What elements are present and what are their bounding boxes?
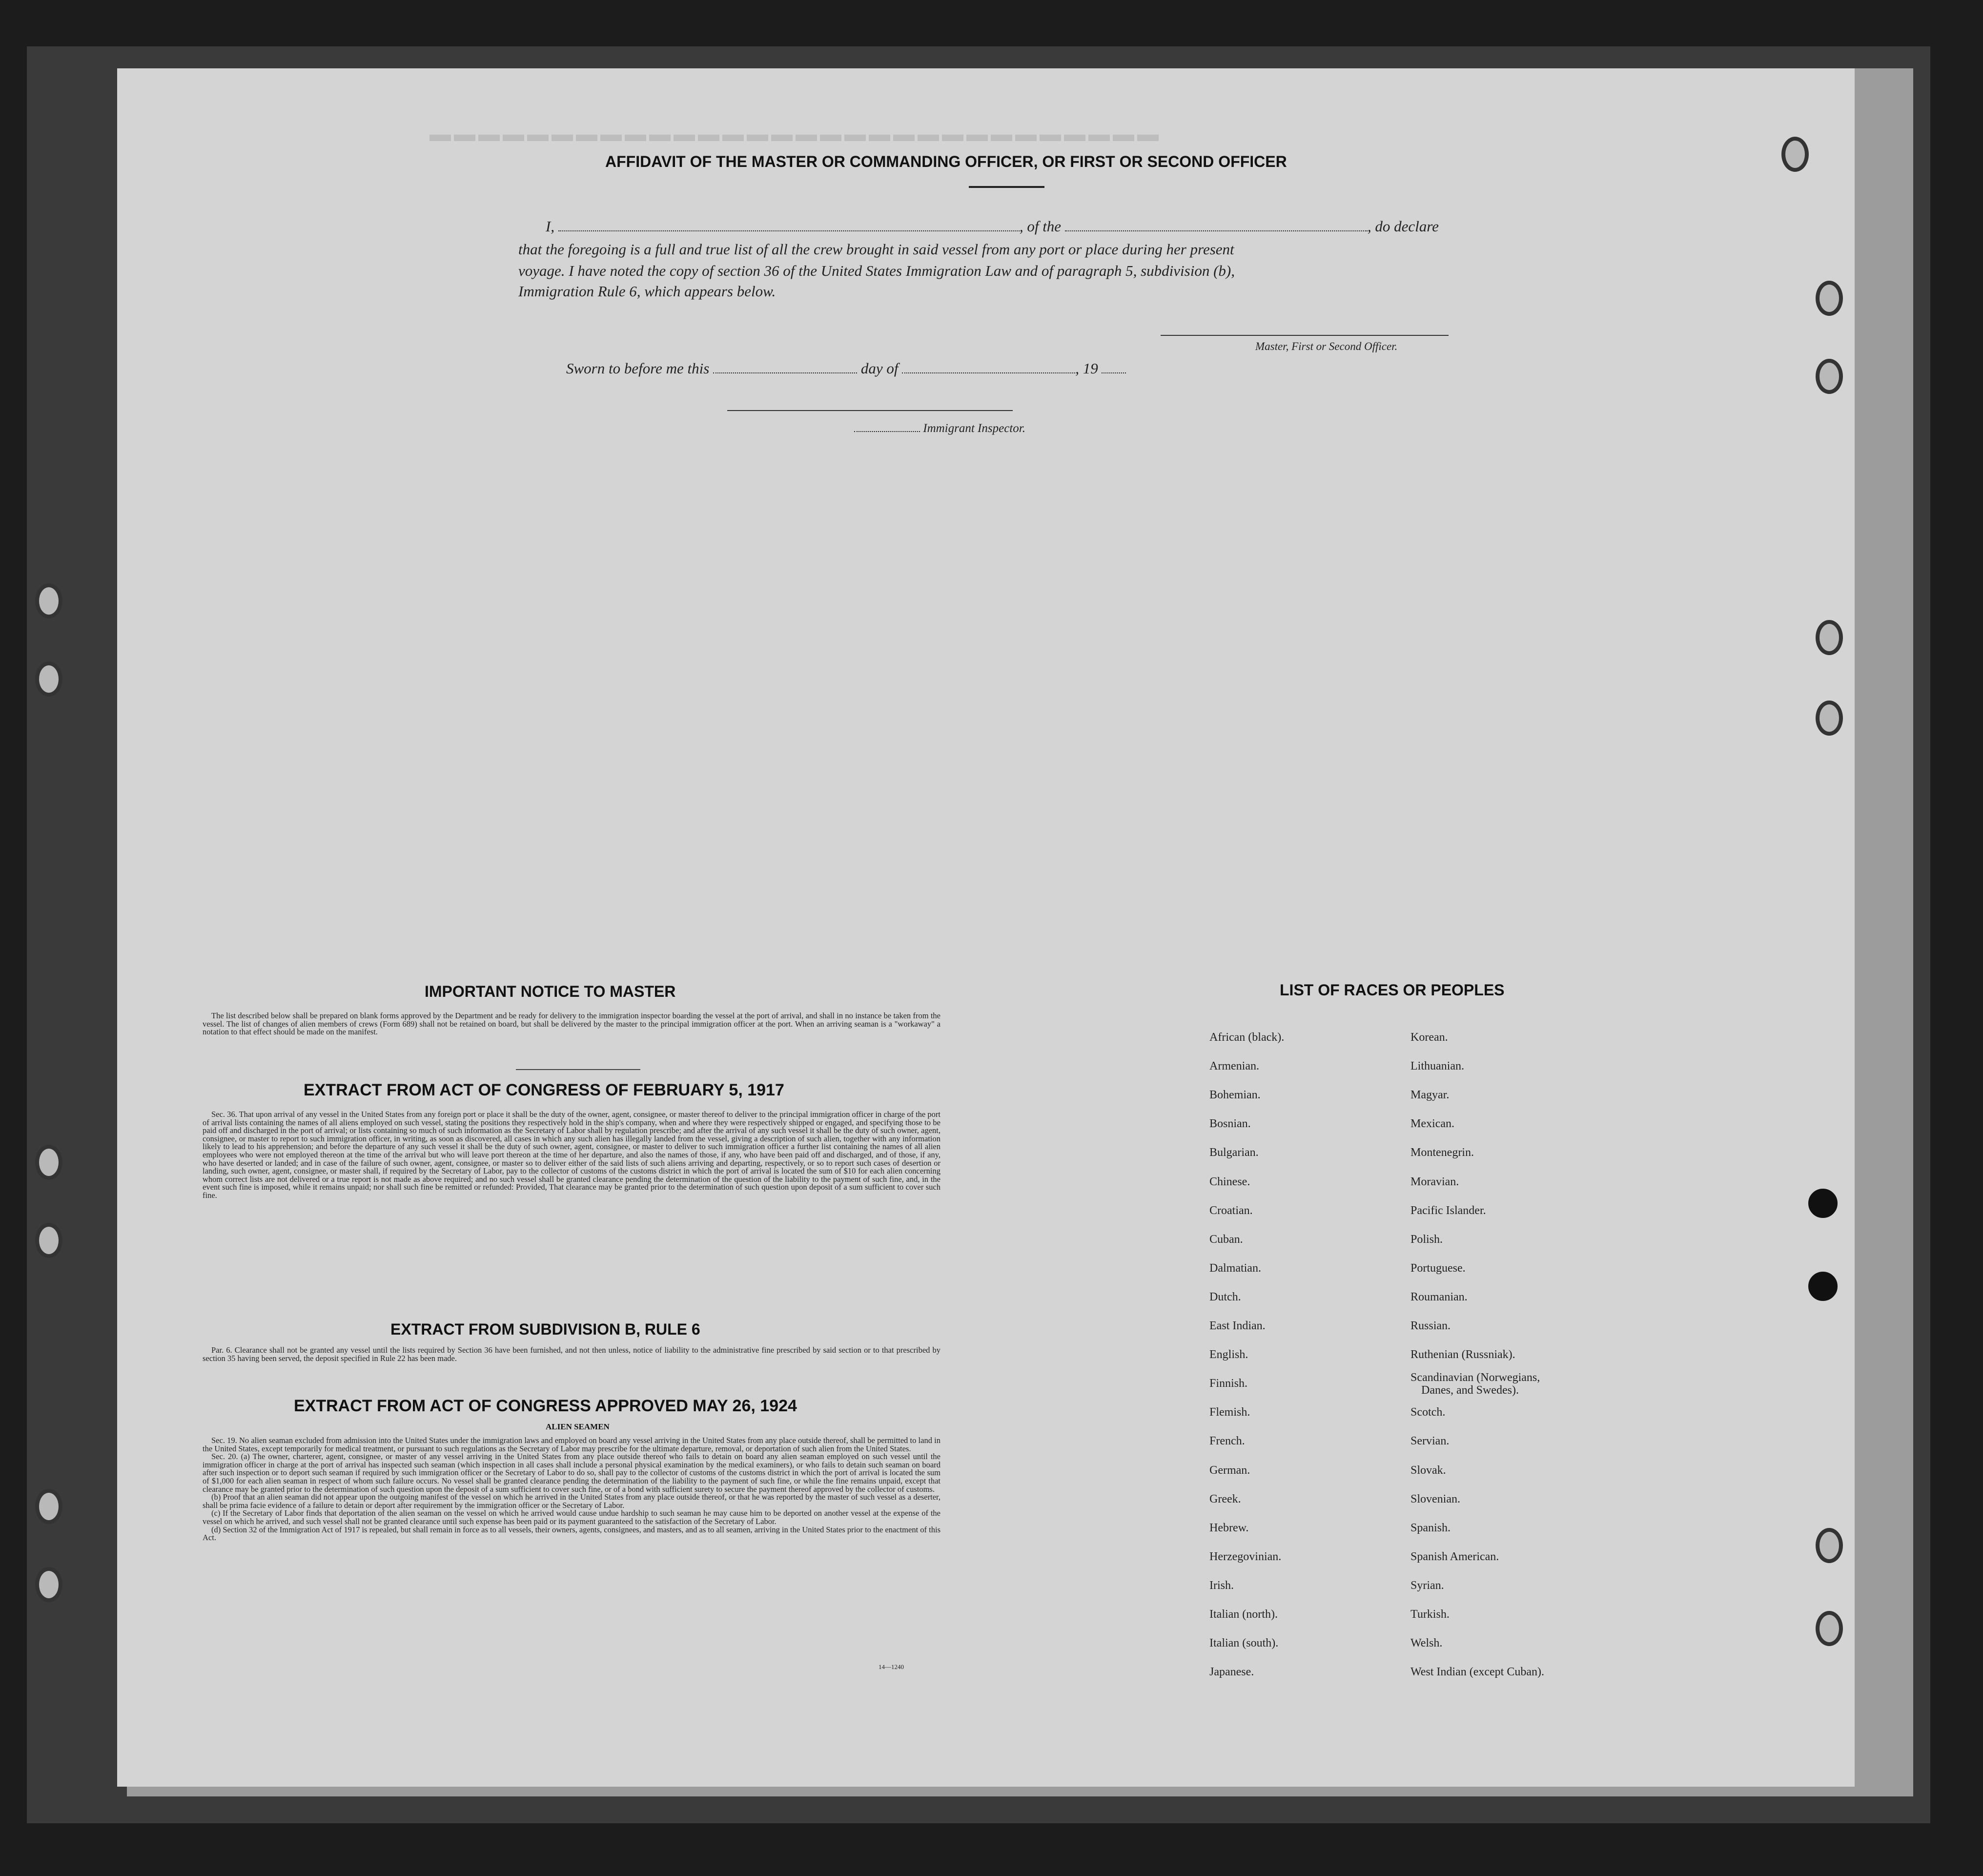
rule-6-title: EXTRACT FROM SUBDIVISION B, RULE 6 [390, 1320, 700, 1338]
binder-hole-icon [1816, 620, 1843, 655]
binder-hole-icon [1808, 1189, 1838, 1218]
race-item: Chinese. [1209, 1175, 1250, 1188]
race-item: Scotch. [1411, 1406, 1446, 1419]
race-item: Dalmatian. [1209, 1262, 1261, 1275]
race-item: Montenegrin. [1411, 1146, 1474, 1159]
race-item: Welsh. [1411, 1637, 1443, 1649]
race-item: Flemish. [1209, 1406, 1250, 1419]
notice-text [203, 1012, 940, 1036]
sec-19-paragraph: Sec. 19. No alien seaman excluded from admission into the United States under the immigration laws and employed on board any vessel arriving in the United States from any place outside thereof, shall be permitted to land in the United States, except temporarily for medical treatment, or pursuant to such regulations as the Secretary of Labor may prescribe for the ultimate departure, removal, or deportation of such alien from the United States. [203, 1436, 940, 1453]
races-title: LIST OF RACES OR PEOPLES [1280, 981, 1505, 999]
sec-20b-paragraph: (b) Proof that an alien seaman did not appear upon the outgoing manifest of the vessel on which he arrived in the United States from any place outside thereof, or that he was reported by the master of such vessel as a deserter, shall be prima facie evidence of a failure to detain or deport after requirement by the immigration officer or the Secretary of Labor. [203, 1492, 940, 1510]
race-item: Servian. [1411, 1435, 1450, 1447]
binder-hole-icon [1816, 359, 1843, 394]
affidavit-declare: , do declare [1367, 218, 1439, 235]
race-item: Russian. [1411, 1319, 1451, 1332]
sworn-label: Sworn to before me this [566, 360, 710, 377]
sec-20c-paragraph: (c) If the Secretary of Labor finds that deportation of the alien seaman on the vessel on which he arrived would cause undue hardship to such seaman he may cause him to be deported on another vessel at the expense of the vessel on which he arrived, and such vessel shall not be granted clearance until such expense has been paid or its payment guaranteed to the satisfaction of the Secretary of Labor. [203, 1508, 940, 1526]
extract-1917-text [203, 1111, 940, 1200]
race-item: Slovenian. [1411, 1493, 1460, 1505]
race-item: African (black). [1209, 1031, 1285, 1044]
race-item: Danes, and Swedes). [1421, 1384, 1519, 1397]
affidavit-line-1 [546, 218, 1439, 235]
sec-36-paragraph: Sec. 36. That upon arrival of any vessel in the United States from any foreign port or place it shall be the duty of the owner, agent, consignee, or master thereof to deliver to the principal immigration officer in charge of the port of arrival lists containing the names of all aliens employed on such vessel, stating the positions they respectively hold in the ship's company, when and where they were respectively shipped or engaged, and specifying those to be paid off and discharged in the port of arrival; or lists containing so much of such information as the Secretary of Labor shall by regulation prescribe; and after the arrival of any such vessel it shall be the duty of such owner, agent, consignee, or master to report to such immigration officer, in writing, as soon as discovered, all cases in which any such alien has illegally landed from the vessel, giving a description of such alien, together with any information likely to lead to his apprehension; and before the departure of any such vessel it shall be the duty of such owner, agent, consignee, or master to deliver to such immigration officer a further list containing the names of all alien employees who were not employed thereon at the time of the arrival but who will leave port thereon at the time of her departure, and also the names of those, if any, who have been paid off and discharged, and of those, if any, who have deserted or landed; and in case of the failure of such owner, agent, consignee, or master so to deliver either of the said lists of such aliens arriving and departing, respectively, or so to report such cases of desertion or landing, such owner, agent, consignee, or master shall, if required by the Secretary of Labor, pay to the collector of customs of the customs district in which the port of arrival is located the sum of $10 for each alien concerning whom correct lists are not delivered or a true report is not made as above required; and no such vessel shall be granted clearance pending the determination of the question of the liability to the payment of such fine, and, in the event such fine is imposed, while it remains unpaid; nor shall such fine be remitted or refunded: Provided, That clearance may be granted prior to the determination of such question upon deposit of a sum sufficient to cover such fine. [203, 1110, 940, 1200]
race-item: Bohemian. [1209, 1089, 1261, 1101]
race-item: Hebrew. [1209, 1522, 1249, 1534]
binder-hole-icon [35, 583, 62, 618]
sec-20d-paragraph: (d) Section 32 of the Immigration Act of 1917 is repealed, but shall remain in force as to all vessels, their owners, agents, consignees, and masters, and as to all seamen, arriving in the United States prior to the enactment of this Act. [203, 1525, 940, 1543]
race-item: English. [1209, 1348, 1248, 1361]
inspector-text: Immigrant Inspector. [923, 422, 1025, 435]
race-item: Lithuanian. [1411, 1060, 1464, 1072]
binder-hole-icon [35, 661, 62, 697]
master-signature-line[interactable] [1161, 335, 1449, 336]
form-number: 14—1240 [879, 1663, 904, 1670]
race-item: French. [1209, 1435, 1245, 1447]
binder-hole-icon [1808, 1272, 1838, 1301]
race-item: Spanish. [1411, 1522, 1451, 1534]
race-item: Italian (north). [1209, 1608, 1278, 1621]
vessel-field[interactable] [1065, 230, 1368, 231]
section-divider [516, 1069, 640, 1070]
binder-hole-icon [1816, 1528, 1843, 1563]
notice-title: IMPORTANT NOTICE TO MASTER [425, 983, 676, 1000]
race-item: Croatian. [1209, 1204, 1253, 1217]
rule-6-text [203, 1346, 940, 1362]
alien-seamen-subtitle: ALIEN SEAMEN [546, 1422, 610, 1431]
race-item: Dutch. [1209, 1291, 1241, 1303]
name-field[interactable] [558, 230, 1020, 231]
race-item: West Indian (except Cuban). [1411, 1666, 1544, 1678]
affidavit-line-4: Immigration Rule 6, which appears below. [518, 283, 776, 300]
master-signature-label: Master, First or Second Officer. [1255, 340, 1398, 352]
affidavit-i: I, [546, 218, 555, 235]
race-item: Scandinavian (Norwegians, [1411, 1371, 1540, 1384]
race-item: Roumanian. [1411, 1291, 1468, 1303]
binder-hole-icon [35, 1145, 62, 1180]
binder-hole-icon [35, 1489, 62, 1524]
race-item: Spanish American. [1411, 1550, 1499, 1563]
binder-hole-icon [35, 1567, 62, 1602]
race-item: Japanese. [1209, 1666, 1254, 1678]
affidavit-line-3: voyage. I have noted the copy of section 36 of the United States Immigration Law and of paragraph 5, subdivision (b), [518, 262, 1235, 279]
affidavit-of-the: , of the [1019, 218, 1062, 235]
race-item: Portuguese. [1411, 1262, 1466, 1275]
binder-hole-icon [35, 1223, 62, 1258]
race-item: Armenian. [1209, 1060, 1259, 1072]
sworn-month-field[interactable] [902, 372, 1075, 373]
race-item: Magyar. [1411, 1089, 1450, 1101]
sworn-line [566, 360, 1126, 377]
affidavit-title: AFFIDAVIT OF THE MASTER OR COMMANDING OFFICER, OR FIRST OR SECOND OFFICER [605, 153, 1287, 170]
binder-hole-icon [1816, 281, 1843, 316]
race-item: Greek. [1209, 1493, 1241, 1505]
binder-hole-icon [1781, 137, 1809, 172]
race-item: Bulgarian. [1209, 1146, 1259, 1159]
race-item: Polish. [1411, 1233, 1443, 1246]
title-divider [969, 186, 1044, 188]
inspector-prefix-dots [854, 431, 920, 432]
extract-1924-text [203, 1437, 940, 1542]
race-item: Korean. [1411, 1031, 1448, 1044]
bleed-through-decoration: ▬▬▬▬▬▬▬▬▬▬▬▬▬▬▬▬▬▬▬▬▬▬▬▬▬▬▬▬▬▬ [429, 122, 1162, 146]
notice-paragraph: The list described below shall be prepared on blank forms approved by the Department and be ready for delivery to the immigration inspector boarding the vessel at the port of arrival, and shall in no instance be taken from the vessel. The list of changes of alien members of crews (Form 689) shall not be retained on board, but shall be delivered by the master to the principal immigration officer at the port. When an arriving seaman is a "workaway" a notation to that effect should be made on the manifest. [203, 1011, 940, 1037]
sworn-day-of: day of [860, 360, 899, 377]
race-item: Irish. [1209, 1579, 1234, 1592]
extract-1917-title: EXTRACT FROM ACT OF CONGRESS OF FEBRUARY 5, 1917 [304, 1081, 784, 1099]
inspector-label [854, 422, 1025, 435]
race-item: Mexican. [1411, 1117, 1454, 1130]
par-6-paragraph: Par. 6. Clearance shall not be granted any vessel until the lists required by Section 36 have been furnished, and not then unless, notice of liability to the administrative fine prescribed by said section or to that prescribed by section 35 having been served, the deposit specified in Rule 22 has been made. [203, 1345, 940, 1363]
binder-hole-icon [1816, 701, 1843, 736]
race-item: Syrian. [1411, 1579, 1444, 1592]
binder-hole-icon [1816, 1611, 1843, 1646]
race-item: Moravian. [1411, 1175, 1459, 1188]
extract-1924-title: EXTRACT FROM ACT OF CONGRESS APPROVED MAY 26, 1924 [294, 1397, 797, 1415]
race-item: Bosnian. [1209, 1117, 1251, 1130]
race-item: German. [1209, 1464, 1250, 1477]
race-item: Turkish. [1411, 1608, 1450, 1621]
sworn-day-field[interactable] [713, 372, 857, 373]
sworn-year-prefix: , 19 [1075, 360, 1098, 377]
race-item: Italian (south). [1209, 1637, 1279, 1649]
sec-20a-paragraph: Sec. 20. (a) The owner, charterer, agent, consignee, or master of any vessel arriving in the United States from any place outside thereof who fails to detain on board any alien seaman employed on such vessel until the immigration officer in charge at the port of arrival has inspected such seaman (which inspection in all cases shall include a personal physical examination by the medical examiners), or who fails to detain such seaman on board after such inspection or to deport such seaman if required by such immigration officer or the Secretary of Labor to do so, shall pay to the collector of customs of the customs district in which the port of arrival is located the sum of $1,000 for each alien seaman in respect of whom such failure occurs. No vessel shall be granted clearance pending the determination of the liability to the payment of such fine, or while the fine remains unpaid, except that clearance may be granted prior to the determination of such question upon the deposit of a sum sufficient to cover such fine, or of a bond with sufficient surety to secure the payment thereof approved by the collector of customs. [203, 1452, 940, 1494]
race-item: Cuban. [1209, 1233, 1243, 1246]
race-item: Ruthenian (Russniak). [1411, 1348, 1515, 1361]
affidavit-line-2: that the foregoing is a full and true list of all the crew brought in said vessel from any port or place during her present [518, 241, 1234, 258]
race-item: Herzegovinian. [1209, 1550, 1282, 1563]
race-item: Pacific Islander. [1411, 1204, 1486, 1217]
sworn-year-field[interactable] [1102, 372, 1126, 373]
race-item: East Indian. [1209, 1319, 1266, 1332]
race-item: Slovak. [1411, 1464, 1446, 1477]
race-item: Finnish. [1209, 1377, 1248, 1390]
inspector-signature-line[interactable] [727, 410, 1013, 411]
